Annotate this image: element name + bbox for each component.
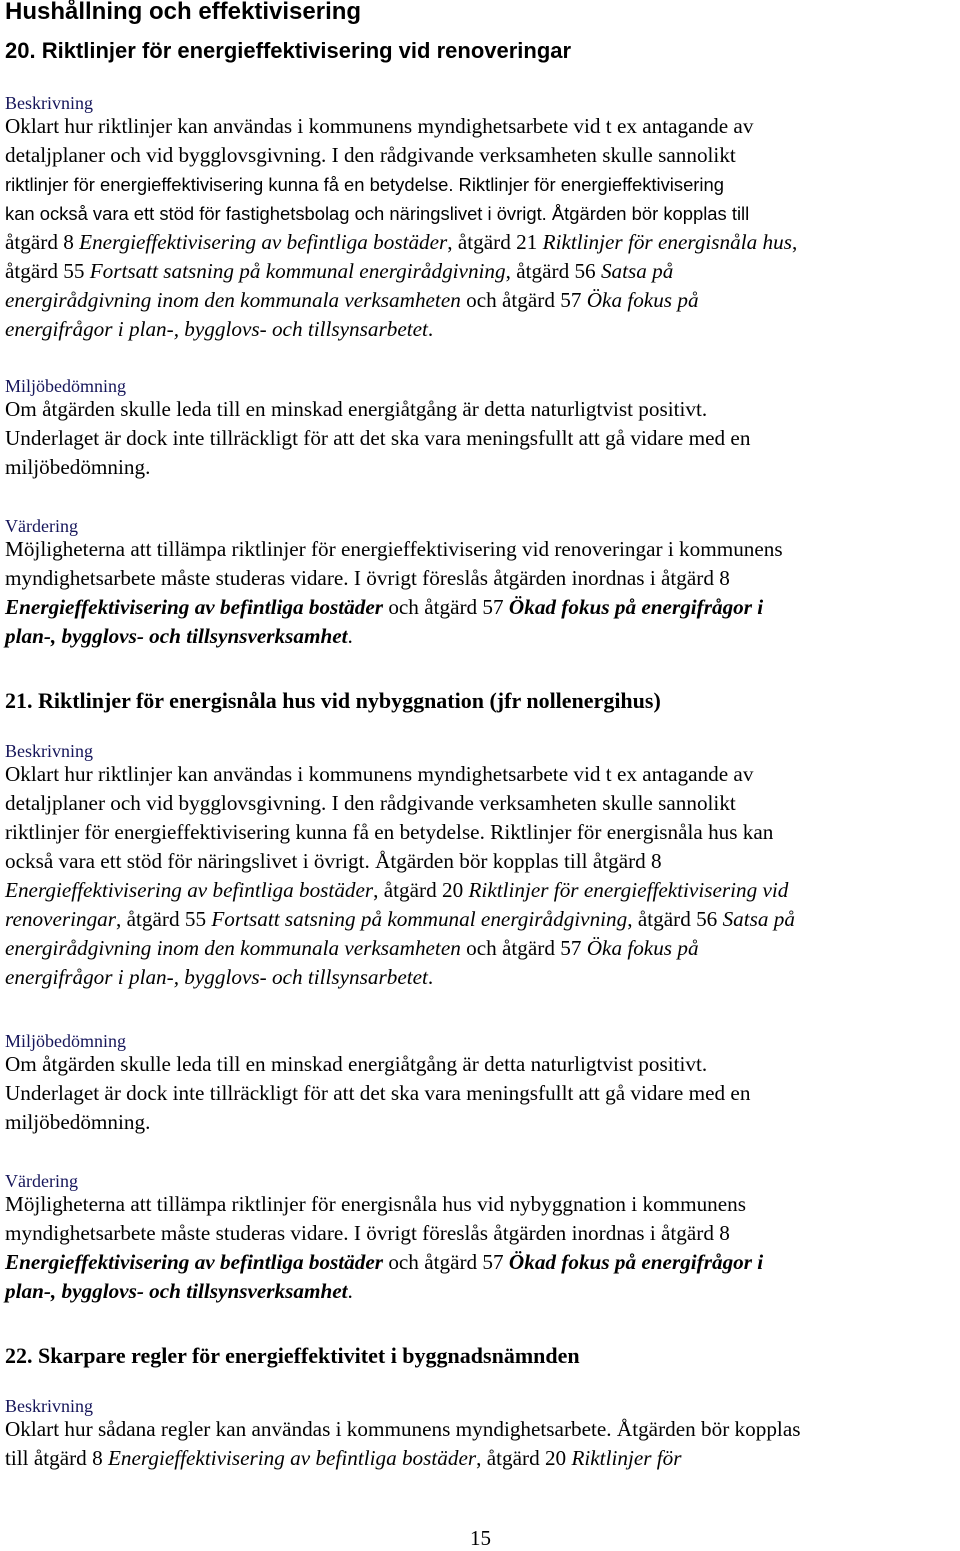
section-22-title: 22. Skarpare regler för energieffektivitet i byggnadsnämnden	[5, 1343, 580, 1368]
section-22-description: Oklart hur sådana regler kan användas i kommunens myndighetsarbete. Åtgärden bör kopplas till åtgärd 8 Energieffektivisering av befintliga bostäder, åtgärd 20 Riktlinjer för	[5, 1417, 801, 1470]
section-20-description-heading: Beskrivning	[5, 93, 93, 113]
section-20-environment-heading: Miljöbedömning	[5, 376, 126, 396]
section-20-title: 20. Riktlinjer för energieffektivisering vid renoveringar	[5, 38, 572, 63]
section-21-environment: Om åtgärden skulle leda till en minskad energiåtgång är detta naturligtvist positivt. Underlaget är dock inte tillräckligt för att det ska vara meningsfullt att gå vidare med en miljöbedömning.	[5, 1052, 751, 1134]
page-number: 15	[470, 1526, 491, 1550]
section-20-evaluation-heading: Värdering	[5, 516, 78, 536]
page-header: Hushållning och effektivisering	[5, 0, 362, 25]
section-21-environment-heading: Miljöbedömning	[5, 1031, 126, 1051]
section-22-description-heading: Beskrivning	[5, 1396, 93, 1416]
section-21-description: Oklart hur riktlinjer kan användas i kommunens myndighetsarbete vid t ex antagande av detaljplaner och vid bygglovsgivning. I den rådgivande verksamheten skulle sannolikt riktlinjer för energieffektivisering kunna få en betydelse. Riktlinjer för energisnåla hus kan också vara ett stöd för näringslivet i övrigt. Åtgärden bör kopplas till åtgärd 8 Energieffektivisering av befintliga bostäder, åtgärd 20 Riktlinjer för energieffektivisering vid renoveringar, åtgärd 55 Fortsatt satsning på kommunal energirådgivning, åtgärd 56 Satsa på energirådgivning inom den kommunala verksamheten och åtgärd 57 Öka fokus på energifrågor i plan-, bygglovs- och tillsynsarbetet.	[5, 762, 795, 989]
section-21-evaluation: Möjligheterna att tillämpa riktlinjer för energisnåla hus vid nybyggnation i kommunens myndighetsarbete måste studeras vidare. I övrigt föreslås åtgärden inordnas i åtgärd 8 Energieffektivisering av befintliga bostäder och åtgärd 57 Ökad fokus på energifrågor i plan-, bygglovs- och tillsynsverksamhet.	[5, 1192, 764, 1303]
section-21-description-heading: Beskrivning	[5, 741, 93, 761]
section-20-description: Oklart hur riktlinjer kan användas i kommunens myndighetsarbete vid t ex antagande av detaljplaner och vid bygglovsgivning. I den rådgivande verksamheten skulle sannolikt riktlinjer för energieffektivisering kunna få en betydelse. Riktlinjer för energieffektivisering kan också vara ett stöd för fastighetsbolag och näringslivet i övrigt. Åtgärden bör kopplas till åtgärd 8 Energieffektivisering av befintliga bostäder, åtgärd 21 Riktlinjer för energisnåla hus, åtgärd 55 Fortsatt satsning på kommunal energirådgivning, åtgärd 56 Satsa på energirådgivning inom den kommunala verksamheten och åtgärd 57 Öka fokus på energifrågor i plan-, bygglovs- och tillsynsarbetet.	[5, 114, 798, 341]
section-21-evaluation-heading: Värdering	[5, 1171, 78, 1191]
section-20-environment: Om åtgärden skulle leda till en minskad energiåtgång är detta naturligtvist positivt. Underlaget är dock inte tillräckligt för att det ska vara meningsfullt att gå vidare med en miljöbedömning.	[5, 397, 751, 479]
section-21-title: 21. Riktlinjer för energisnåla hus vid nybyggnation (jfr nollenergihus)	[5, 688, 661, 713]
section-20-evaluation: Möjligheterna att tillämpa riktlinjer för energieffektivisering vid renoveringar i kommunens myndighetsarbete måste studeras vidare. I övrigt föreslås åtgärden inordnas i åtgärd 8 Energieffektivisering av befintliga bostäder och åtgärd 57 Ökad fokus på energifrågor i plan-, bygglovs- och tillsynsverksamhet.	[5, 537, 783, 648]
